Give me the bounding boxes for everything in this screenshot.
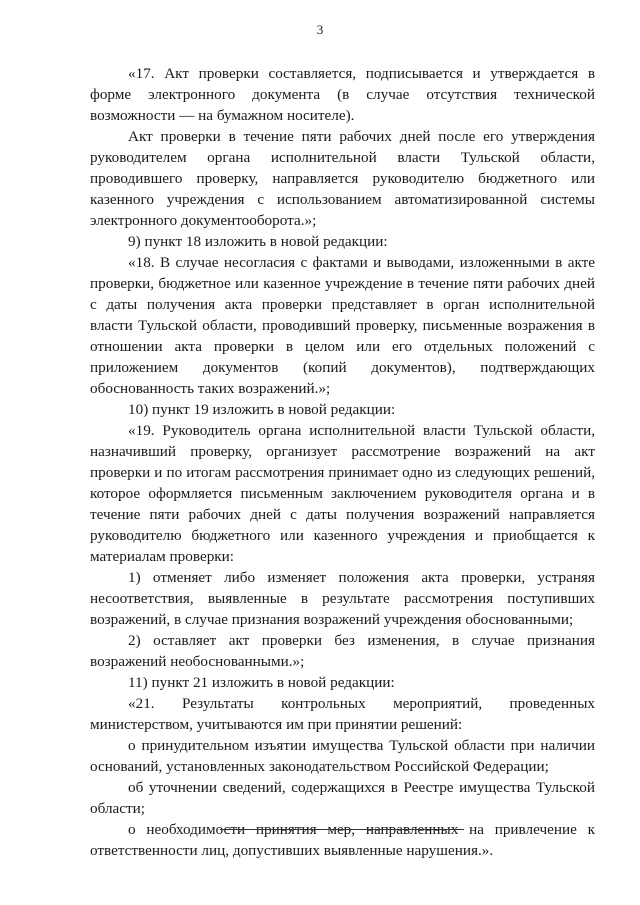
paragraph-item-10: 10) пункт 19 изложить в новой редакции:: [128, 401, 396, 418]
paragraph-decision-2: 2) оставляет акт проверки без изменения, в случае признания возражений необоснованными.»;: [90, 632, 595, 670]
paragraph-liability: о необходимости принятия мер, направленных на привлечение к ответственности лиц, допустивших выявленные нарушения.».: [90, 821, 595, 859]
paragraph-decision-1: 1) отменяет либо изменяет положения акта проверки, устраняя несоответствия, выявленные в результате рассмотрения поступивших возражений, в случае признания возражений учреждения обоснованными;: [90, 569, 595, 628]
paragraph-registry: об уточнении сведений, содержащихся в Реестре имущества Тульской области;: [90, 779, 595, 817]
paragraph-clause-19: «19. Руководитель органа исполнительной власти Тульской области, назначивший проверку, организует рассмотрение возражений на акт проверки и по итогам рассмотрения принимает одно из следующих решений, которое оформляется письменным заключением руководителя органа и в течение пяти рабочих дней с даты получения возражений направляется руководителю бюджетного или казенного учреждения и приобщается к материалам проверки:: [90, 422, 595, 565]
document-body: [90, 63, 595, 861]
paragraph-clause-17: «17. Акт проверки составляется, подписывается и утверждается в форме электронного документа (в случае отсутствия технической возможности — на бумажном носителе).: [90, 65, 595, 124]
paragraph-clause-21: «21. Результаты контрольных мероприятий, проведенных министерством, учитываются им при принятии решений:: [90, 695, 595, 733]
page-number: 3: [316, 22, 324, 37]
paragraph-clause-18: «18. В случае несогласия с фактами и выводами, изложенными в акте проверки, бюджетное или казенное учреждение в течение пяти рабочих дней с даты получения акта проверки представляет в орган исполнительной власти Тульской области, проводивший проверку, письменные возражения в отношении акта проверки в целом или его отдельных положений с приложением документов (копий документов), подтверждающих обоснованность таких возражений.»;: [90, 254, 595, 397]
paragraph-item-11: 11) пункт 21 изложить в новой редакции:: [128, 674, 395, 691]
closing-divider: [220, 829, 464, 830]
paragraph-seizure: о принудительном изъятии имущества Тульской области при наличии оснований, установленных законодательством Российской Федерации;: [90, 737, 595, 775]
paragraph-clause-17-act: Акт проверки в течение пяти рабочих дней после его утверждения руководителем органа исполнительной власти Тульской области, проводившего проверку, направляется руководителю бюджетного или казенного учреждения с использованием автоматизированной системы электронного документооборота.»;: [90, 128, 595, 229]
paragraph-item-9: 9) пункт 18 изложить в новой редакции:: [128, 233, 388, 250]
